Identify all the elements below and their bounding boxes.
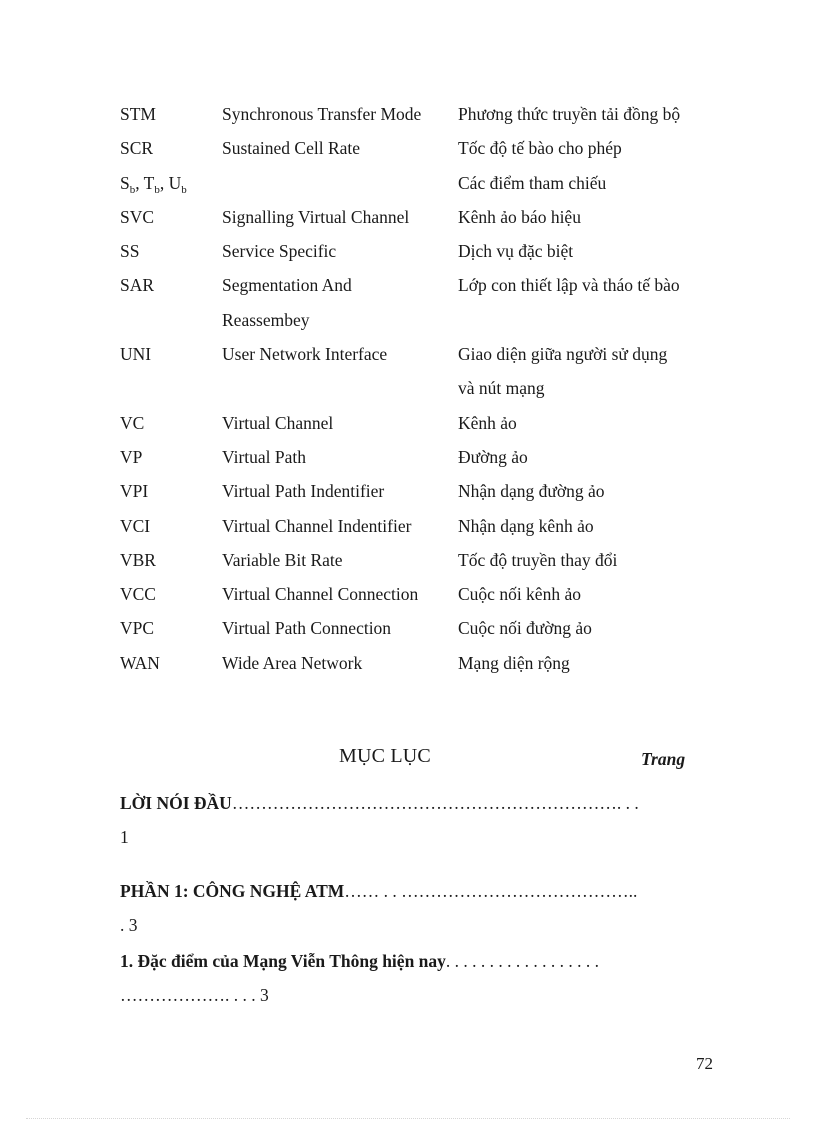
english-term-cell: User Network Interface [222,344,388,365]
table-row [120,543,720,577]
abbr-cell: VP [120,446,143,467]
vietnamese-term-cell: Kênh ảo báo hiệu [458,206,581,227]
english-term-cell: Synchronous Transfer Mode [222,104,422,124]
vietnamese-term-cell: Tốc độ tế bào cho phép [458,138,622,159]
vietnamese-term-line: Giao diện giữa người sử dụng [458,344,668,365]
vietnamese-term-cell: Nhận dạng đường ảo [458,481,605,502]
english-term-cell: Virtual Channel Indentifier [222,515,412,536]
table-row [120,646,720,680]
vietnamese-term-cell: Lớp con thiết lập và tháo tế bào [458,275,680,296]
english-term-cell: Virtual Channel Connection [222,584,419,605]
toc-header [0,745,816,779]
toc-entry-page: ………………. . . . 3 [120,985,269,1005]
abbr-cell: VC [120,412,145,433]
english-term-cell [222,268,458,337]
abbr-cell: WAN [120,652,160,673]
footer-divider [26,1118,790,1119]
toc-entry-line [120,786,698,820]
toc-entry-line [120,944,698,978]
vietnamese-term-cell: Mạng diện rộng [458,652,570,673]
toc-entry[interactable] [120,874,698,942]
abbr-cell: $S_b$, $T_b$, $U_b$ [120,172,187,196]
abbr-cell: SCR [120,138,154,159]
table-row [120,509,720,543]
toc-entry-page: . 3 [120,915,138,935]
english-term-cell: Service Specific [222,241,337,262]
table-row [120,406,720,440]
vietnamese-term-cell: Kênh ảo [458,412,517,433]
abbreviation-table [120,97,720,680]
vietnamese-term-cell: Dịch vụ đặc biệt [458,241,574,262]
abbr-cell: SVC [120,206,155,227]
toc-entry-title: 1. Đặc điểm của Mạng Viễn Thông hiện nay [120,951,446,971]
abbr-cell: VCC [120,584,156,605]
english-term-line: Segmentation And [222,275,352,296]
english-term-cell: Wide Area Network [222,652,363,673]
english-term-cell: Variable Bit Rate [222,549,343,570]
vietnamese-term-cell: Tốc độ truyền thay đổi [458,549,618,570]
table-row [120,440,720,474]
table-row [120,611,720,645]
english-term-cell: Sustained Cell Rate [222,138,361,159]
toc-entry[interactable] [120,944,698,1012]
toc-leader-dots: . . . . . . . . . . . . . . . . . . [445,951,600,971]
toc-entry[interactable] [120,786,698,854]
abbr-cell: VPC [120,618,155,639]
toc-entry-title: PHẦN 1: CÔNG NGHỆ ATM [120,881,345,901]
toc-page-column-label: Trang [641,749,686,769]
abbr-cell: VCI [120,515,151,536]
english-term-cell: Virtual Path [222,446,307,467]
english-term-cell: Signalling Virtual Channel [222,206,410,227]
table-row [120,97,720,131]
abbr-cell: STM [120,104,156,124]
english-term-cell: Virtual Path Indentifier [222,481,385,502]
abbr-cell: SS [120,241,140,262]
table-row [120,234,720,268]
toc-leader-dots: …………………………………………………………. . . [231,793,639,813]
toc-entry-page: 1 [120,827,129,847]
toc-title: MỤC LỤC [339,745,431,767]
table-row [120,166,720,200]
vietnamese-term-cell [458,337,720,406]
table-row [120,337,720,406]
table-row [120,474,720,508]
toc-entry-line [120,874,698,908]
vietnamese-term-cell: Phương thức truyền tải đồng bộ [458,104,681,124]
vietnamese-term-line: và nút mạng [458,378,545,399]
english-term-cell: Virtual Path Connection [222,618,392,639]
vietnamese-term-cell: Cuộc nối kênh ảo [458,584,581,605]
vietnamese-term-cell: Các điểm tham chiếu [458,172,607,193]
table-row [120,268,720,337]
english-term-line: Reassembey [222,309,310,330]
page-number: 72 [696,1054,713,1073]
abbr-cell: VBR [120,549,156,570]
table-row [120,200,720,234]
vietnamese-term-cell: Nhận dạng kênh ảo [458,515,594,536]
abbr-cell: SAR [120,275,155,296]
table-row [120,131,720,165]
toc-leader-dots: …… . . ………………………………….. [344,881,638,901]
abbr-cell: VPI [120,481,149,502]
toc-entry-title: LỜI NÓI ĐẦU [120,793,232,813]
table-row [120,577,720,611]
vietnamese-term-cell: Cuộc nối đường ảo [458,618,592,639]
vietnamese-term-cell: Đường ảo [458,446,528,467]
english-term-cell: Virtual Channel [222,412,334,433]
abbr-cell: UNI [120,344,152,365]
